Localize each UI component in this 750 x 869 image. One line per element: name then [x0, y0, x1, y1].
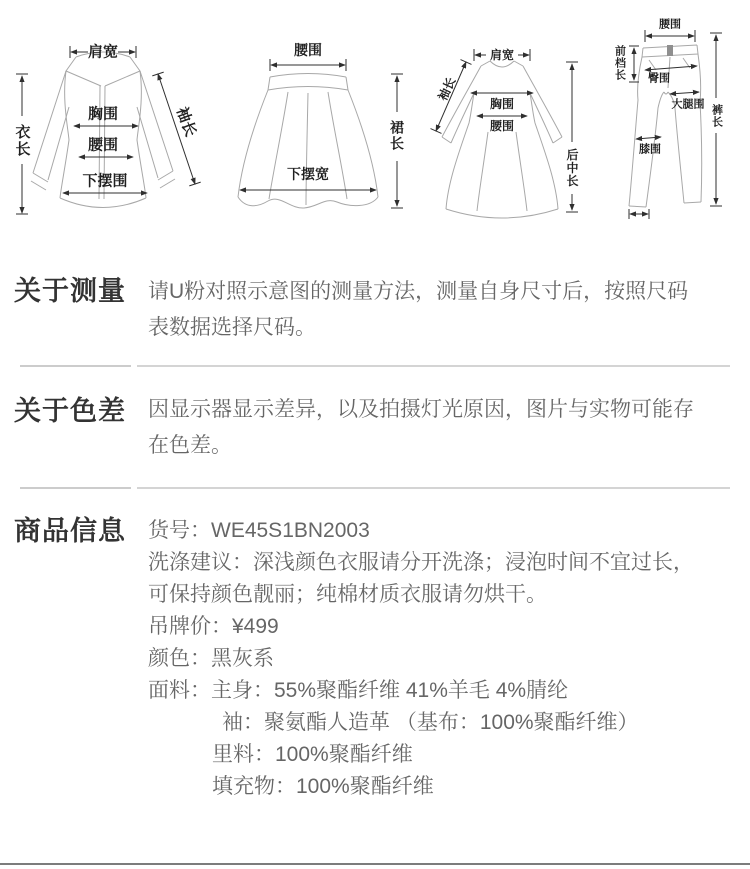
section-color-heading: 关于色差 — [14, 396, 126, 426]
pants-knee-label: 膝围 — [639, 143, 661, 156]
dress-sleeve-length-label: 袖长 — [435, 75, 459, 103]
product-info — [148, 515, 723, 803]
product-fabric-main: 面料：主身：55%聚酯纤维 41%羊毛 4%腈纶 — [148, 679, 569, 702]
product-fabric-filling: 填充物：100%聚酯纤维 — [212, 775, 434, 798]
product-fabric-lining: 里料：100%聚酯纤维 — [212, 743, 413, 766]
shirt-waist-label: 腰围 — [87, 136, 119, 154]
shirt-garment-length-label: 衣长 — [13, 124, 31, 158]
product-color: 颜色：黑灰系 — [148, 647, 274, 670]
skirt-length-label: 裙长 — [389, 120, 405, 152]
product-tag-price: 吊牌价：¥499 — [148, 615, 279, 638]
skirt-arrows — [240, 59, 403, 208]
dress-outline — [442, 61, 562, 218]
skirt-hem-width-label: 下摆宽 — [287, 166, 329, 182]
dress-bust-label: 胸围 — [489, 97, 515, 111]
pants-thigh-label: 大腿围 — [671, 98, 705, 111]
pants-length-label: 裤长 — [710, 104, 723, 128]
divider — [20, 487, 131, 489]
bottom-divider — [0, 863, 750, 865]
section-measure-heading: 关于测量 — [14, 276, 126, 306]
pants-front-rise-label: 前档长 — [613, 45, 626, 81]
divider — [137, 487, 730, 489]
dress-waist-label: 腰围 — [489, 119, 515, 133]
product-wash-advice: 洗涤建议：深浅颜色衣服请分开洗涤；浸泡时间不宜过长，可保持颜色靓丽；纯棉材质衣服请勿烘干。 — [148, 551, 694, 606]
skirt-outline — [238, 74, 378, 209]
measurement-diagrams — [0, 0, 750, 235]
shirt-sleeve-length-label: 袖长 — [172, 104, 200, 140]
shirt-hem-label: 下摆围 — [82, 172, 128, 190]
skirt-waist-label: 腰围 — [294, 42, 322, 58]
divider — [20, 365, 131, 367]
product-item-number: 货号：WE45S1BN2003 — [148, 519, 370, 542]
dress-shoulder-width-label: 肩宽 — [489, 48, 515, 62]
pants-outline — [629, 45, 702, 207]
shirt-bust-label: 胸围 — [87, 105, 119, 123]
pants-hip-label: 臀围 — [648, 72, 670, 85]
section-product-heading: 商品信息 — [14, 516, 126, 546]
section-measure-text: 请U粉对照示意图的测量方法，测量自身尺寸后，按照尺码表数据选择尺码。 — [148, 280, 689, 339]
pants-arrows — [629, 30, 722, 219]
divider — [137, 365, 730, 367]
pants-waist-label: 腰围 — [659, 18, 681, 31]
shirt-shoulder-width-label: 肩宽 — [87, 43, 119, 61]
product-fabric-sleeve: 袖：聚氨酯人造革 （基布：100%聚酯纤维） — [222, 711, 639, 734]
dress-back-center-length-label: 后中长 — [565, 148, 579, 188]
section-color-text: 因显示器显示差异，以及拍摄灯光原因，图片与实物可能存在色差。 — [148, 398, 694, 457]
